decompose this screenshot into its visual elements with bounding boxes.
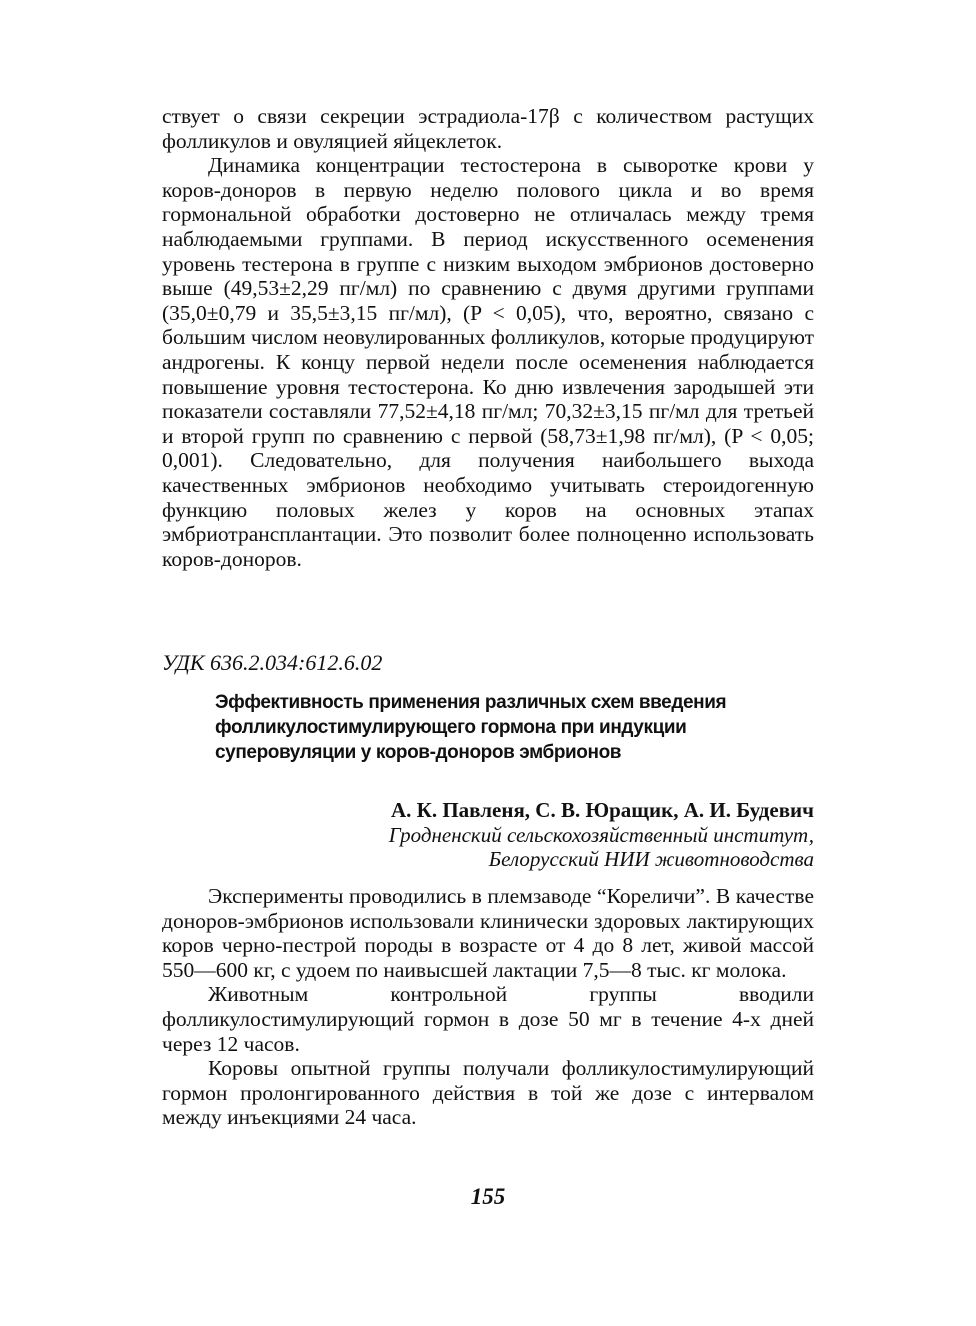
page-number: 155: [470, 1184, 506, 1209]
authors-block: [389, 798, 814, 872]
affiliation-line-2: Белорусский НИИ животноводства: [488, 847, 814, 871]
udc-code: УДК 636.2.034:612.6.02: [162, 650, 383, 675]
previous-article-text: [162, 104, 814, 571]
control-group-paragraph: Животным контрольной группы вводили фолликулостимулирующий гормон в дозе 50 мг в течение 4-х дней через 12 часов.: [162, 982, 814, 1056]
article-body: [162, 884, 814, 1130]
experimental-group-paragraph: Коровы опытной группы получали фолликулостимулирующий гормон пролонгированного действия в той же дозе с интервалом между инъекциями 24 часа.: [162, 1056, 814, 1130]
testosterone-paragraph: Динамика концентрации тестостерона в сыворотке крови у коров-доноров в первую неделю полового цикла и во время гормональной обработки достоверно не отличалась между тремя наблюдаемыми группами. В период искусственного осеменения уровень тестерона в группе с низким выходом эмбрионов достоверно выше (49,53±2,29 пг/мл) по сравнению с двумя другими группами (35,0±0,79 и 35,5±3,15 пг/мл), (P < 0,05), что, вероятно, связано с большим числом неовулированных фолликулов, которые продуцируют андрогены. К концу первой недели после осеменения наблюдается повышение уровня тестостерона. Ко дню извлечения зародышей эти показатели составляли 77,52±4,18 пг/мл; 70,32±3,15 пг/мл для третьей и второй групп по сравнению с первой (58,73±1,98 пг/мл), (P < 0,05; 0,001). Следовательно, для получения наибольшего выхода качественных эмбрионов необходимо учитывать стероидогенную функцию половых желез у коров на основных этапах эмбриотрансплантации. Это позволит более полноценно использовать коров-доноров.: [162, 153, 814, 571]
affiliation-line-1: Гродненский сельскохозяйственный институт,: [388, 822, 814, 847]
experiment-paragraph: Эксперименты проводились в племзаводе “Кореличи”. В качестве доноров-эмбрионов использовали клинически здоровых лактирующих коров черно-пестрой породы в возрасте от 4 до 8 лет, живой массой 550—600 кг, с удоем по наивысшей лактации 7,5—8 тыс. кг молока.: [162, 884, 814, 982]
article-title: Эффективность применения различных схем введения фолликулостимулирующего гормона при индукции суперовуляции у коров-доноров эмбрионов: [215, 692, 727, 763]
continuation-paragraph: ствует о связи секреции эстрадиола-17β с количеством растущих фолликулов и овуляцией яйцеклеток.: [162, 104, 814, 153]
author-names: А. К. Павленя, С. В. Юращик, А. И. Будевич: [390, 798, 814, 822]
